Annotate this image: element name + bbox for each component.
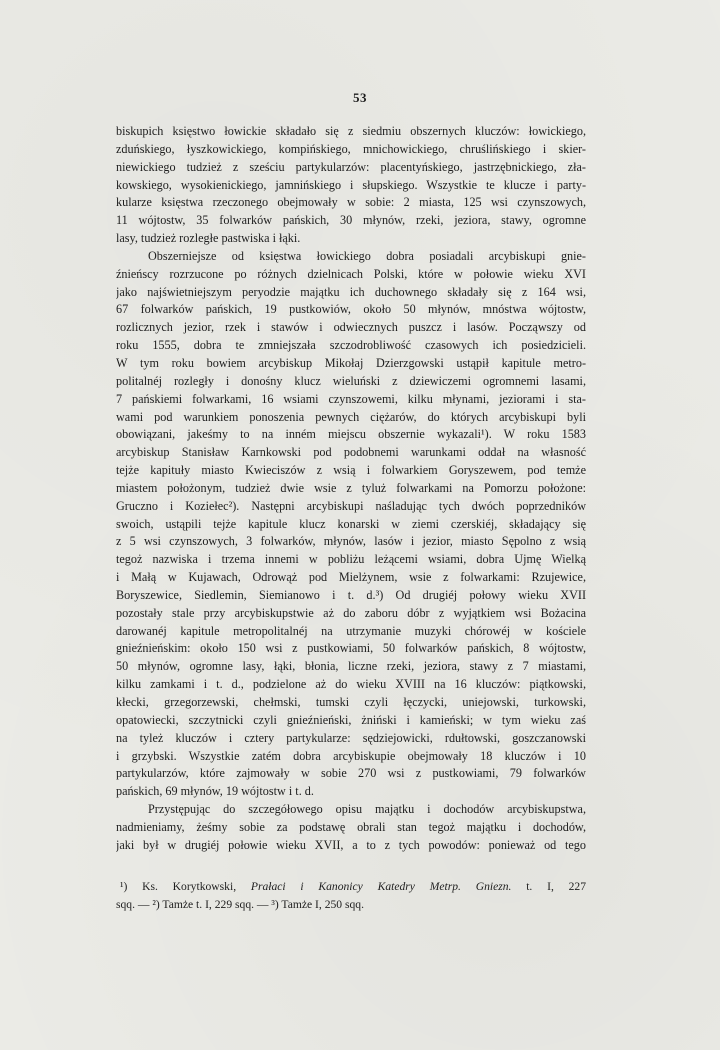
text-line: kłecki, grzegorzewski, chełmski, tumski czyli łęczycki, uniejowski, turkowski, [116, 695, 586, 709]
text-line: 67 folwarków pańskich, 19 pustkowiów, około 50 młynów, mnóstwa wójtostw, [116, 302, 586, 317]
text-line: arcybiskup Stanisław Karnkowski pod podobnemi warunkami oddał na własność [116, 445, 586, 460]
page-number: 53 [353, 90, 367, 105]
text-line: Boryszewice, Siedlemin, Siemianowo i t. d.³) Od drugiéj połowy wieku XVII [116, 587, 586, 602]
text-line: jaki był w drugiéj połowie wieku XVII, a to z tych powodów: ponieważ od tego [116, 837, 586, 852]
text-line: opatowiecki, szczytnicki czyli gnieźnieński, żniński i kamieński; w tym wieku zaś [116, 712, 586, 727]
text-line: Przystępując do szczegółowego opisu majątku i dochodów arcybiskupstwa, [148, 802, 586, 817]
text-line: jako najświetniejszym peryodzie majątku ich duchownego składały się z 164 wsi, [116, 284, 586, 299]
text-line: i Małą w Kujawach, Odrowąż pod Mielżynem, wsie z folwarkami: Rzujewice, [116, 570, 586, 585]
text-line: W tym roku bowiem arcybiskup Mikołaj Dzierzgowski ustąpił kapitule metro- [116, 355, 586, 370]
text-line: partykularzów, które zajmowały w sobie 270 wsi z pustkowiami, 79 folwarków [116, 766, 586, 781]
text-line: kilku zamkami i t. d., podzielone aż do wieku XVIII na 16 kluczów: piątkowski, [116, 677, 586, 692]
footnote-suffix: t. I, 227 [511, 880, 586, 893]
text-line: darowanéj kapitule metropolitalnéj na utrzymanie muzyki chórowéj w kościele [116, 623, 586, 638]
text-line: kularze księstwa rzeczonego obejmowały w sobie: 2 miasta, 125 wsi czynszowych, [116, 195, 586, 210]
text-line: 7 pańskiemi folwarkami, 16 wsiami czynszowemi, kilku młynami, jeziorami i sta- [116, 391, 586, 406]
text-line: Obszerniejsze od księstwa łowickiego dobra posiadali arcybiskupi gnie- [148, 248, 586, 263]
text-line: tegoż nazwiska i trzema innemi w pobliżu leżącemi wsiami, dobra Ujmę Wielką [116, 552, 586, 567]
text-line: miastem położonym, tudzież dwie wsie z tyluż folwarkami na Pomorzu położone: [116, 480, 586, 495]
text-line: z 5 wsi czynszowych, 3 folwarków, młynów, lasów i jezior, miasto Sępolno z wsią [116, 534, 586, 549]
paragraph [116, 123, 586, 248]
text-line: niewickiego tudzież z sześciu partykularzów: placentyńskiego, jastrzębnickiego, zła- [116, 159, 586, 174]
footnote-line [116, 878, 586, 896]
footnotes [116, 878, 586, 914]
text-line: gnieźnieńskim: około 150 wsi z pustkowiami, 50 folwarków pańskich, 8 wójtostw, [116, 641, 586, 656]
paragraph [116, 801, 586, 855]
text-line: zduńskiego, łyszkowickiego, kompińskiego, mnichowickiego, chruślińskiego i skier- [116, 141, 586, 156]
text-line: 11 wójtostw, 35 folwarków pańskich, 30 młynów, rzeki, jeziora, stawy, ogromne [116, 213, 586, 228]
text-line: politalnéj rozległy i donośny klucz wieluński z dziewiczemi ogromnemi lasami, [116, 373, 586, 388]
text-line: 50 młynów, ogromne lasy, łąki, błonia, liczne rzeki, jeziora, stawy z 7 miastami, [116, 659, 586, 674]
text-line: lasy, tudzież rozległe pastwiska i łąki. [116, 231, 301, 246]
text-line: źnieńscy rozrzucone po różnych dzielnicach Polski, które w połowie wieku XVI [116, 266, 586, 281]
main-text [116, 123, 586, 855]
text-line: tejże kapituły miasto Kwieciszów z wsią i folwarkiem Goryszewem, pod temże [116, 463, 586, 478]
footnote-line: sqq. — ²) Tamże t. I, 229 sqq. — ³) Tamże I, 250 sqq. [116, 898, 365, 911]
text-line: obowiązani, jakeśmy to na inném miejscu obszernie wykazali¹). W roku 1583 [116, 427, 586, 442]
text-line: nadmieniamy, żeśmy sobie za podstawę obrali stan tegoż majątku i dochodów, [116, 819, 586, 834]
text-line: kowskiego, wysokienickiego, jamnińskiego i słupskiego. Wszystkie te klucze i party- [116, 177, 586, 192]
paragraph [116, 248, 586, 801]
text-line: pańskich, 69 młynów, 19 wójtostw i t. d. [116, 784, 314, 799]
text-line: i grzybski. Wszystkie zatém dobra arcybiskupie obejmowały 18 kluczów i 10 [116, 748, 586, 763]
text-line: roku 1555, dobra te zmniejszała szczodrobliwość czasowych ich posiedzicieli. [116, 338, 586, 353]
text-line: biskupich księstwo łowickie składało się z siedmiu obszernych kluczów: łowickiego, [116, 124, 586, 138]
text-line: rozlicznych jezior, rzek i stawów i odwiecznych puszcz i lasów. Począwszy od [116, 320, 586, 335]
text-line: na tyleż kluczów i cztery partykularze: sędziejowicki, rdułtowski, goszczanowski [116, 730, 586, 745]
text-line: swoich, ustąpili tejże kapitule klucz konarski w ziemi czerskiéj, składający się [116, 516, 586, 531]
text-line: Gruczno i Koziełec²). Następni arcybiskupi naśladując tych dwóch poprzedników [116, 498, 586, 513]
text-line: pozostały stale przy arcybiskupstwie aż do zaboru dóbr z wyjątkiem wsi Bożacina [116, 605, 586, 620]
footnote-title: Prałaci i Kanonicy Katedry Metrp. Gniezn. [250, 880, 512, 893]
footnote-prefix: ¹) Ks. Korytkowski, [120, 880, 251, 893]
text-line: wami pod warunkiem ponoszenia pewnych ciężarów, do których arcybiskupi byli [116, 409, 586, 424]
